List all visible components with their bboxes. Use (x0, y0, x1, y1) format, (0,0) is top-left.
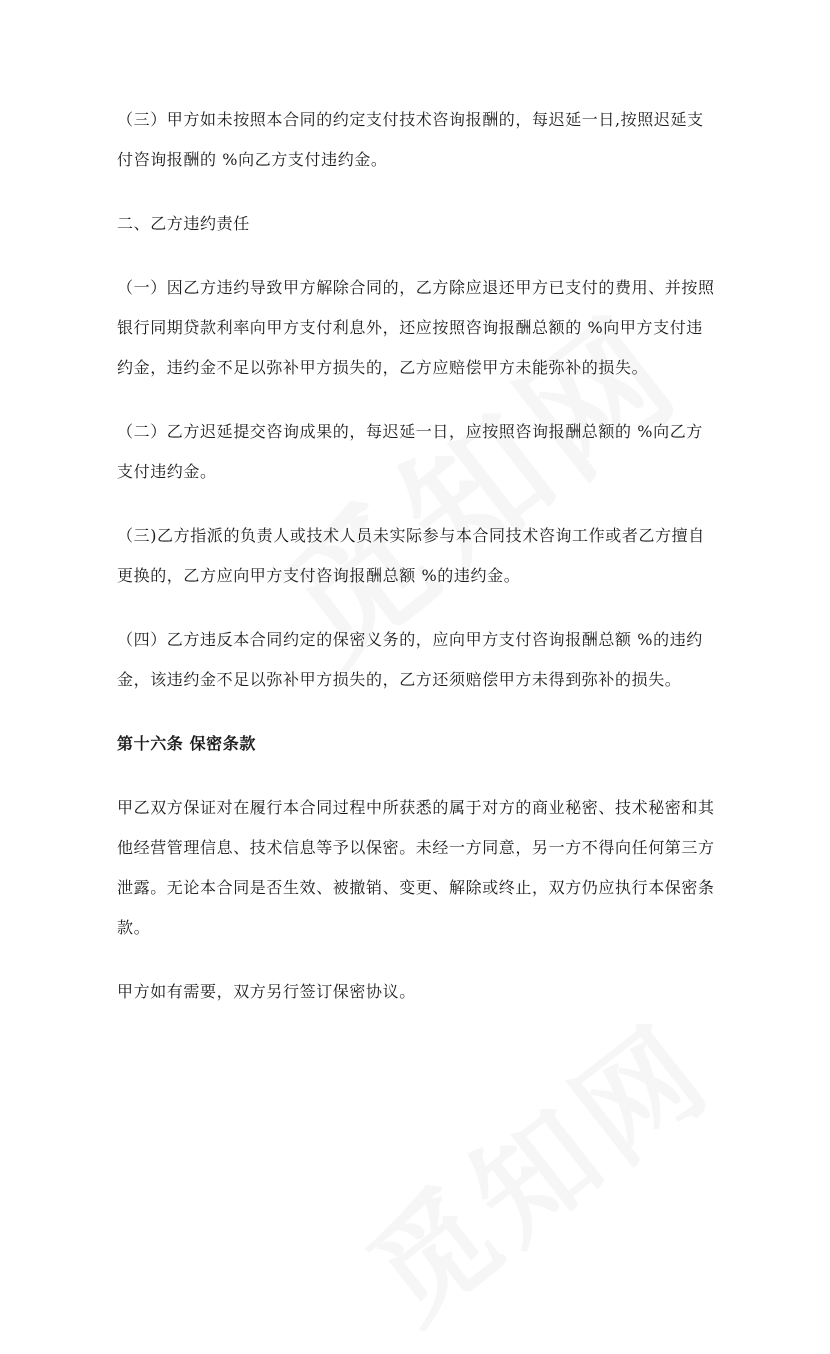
paragraph-party-b-confidentiality-breach: （四）乙方违反本合同约定的保密义务的，应向甲方支付咨询报酬总额 %的违约金，该违约金不足以弥补甲方损失的，乙方还须赔偿甲方未得到弥补的损失。 (117, 630, 703, 689)
paragraph-party-b-termination: （一）因乙方违约导致甲方解除合同的，乙方除应退还甲方已支付的费用、并按照银行同期贷款利率向甲方支付利息外，还应按照咨询报酬总额的 %向甲方支付违约金，违约金不足以弥补甲方损失的，乙方应赔偿甲方未能弥补的损失。 (117, 278, 715, 377)
paragraph-party-b-personnel: （三)乙方指派的负责人或技术人员未实际参与本合同技术咨询工作或者乙方擅自更换的，乙方应向甲方支付咨询报酬总额 %的违约金。 (117, 526, 705, 585)
watermark (328, 978, 741, 1354)
paragraph-party-b-late-delivery: （二）乙方迟延提交咨询成果的，每迟延一日，应按照咨询报酬总额的 %向乙方支付违约金。 (117, 422, 703, 481)
document-body (117, 100, 717, 1012)
article-heading-confidentiality: 第十六条 保密条款 (117, 734, 256, 753)
paragraph-confidentiality-agreement: 甲方如有需要，双方另行签订保密协议。 (117, 982, 416, 1001)
section-heading-party-b-liability: 二、乙方违约责任 (117, 214, 250, 233)
paragraph-party-a-late-payment: （三）甲方如未按照本合同的约定支付技术咨询报酬的，每迟延一日,按照迟延支付咨询报酬的 %向乙方支付违约金。 (117, 110, 704, 169)
paragraph-confidentiality-obligation: 甲乙双方保证对在履行本合同过程中所获悉的属于对方的商业秘密、技术秘密和其他经营管理信息、技术信息等予以保密。未经一方同意，另一方不得向任何第三方泄露。无论本合同是否生效、被撤销、变更、解除或终止，双方仍应执行本保密条款。 (117, 798, 715, 937)
